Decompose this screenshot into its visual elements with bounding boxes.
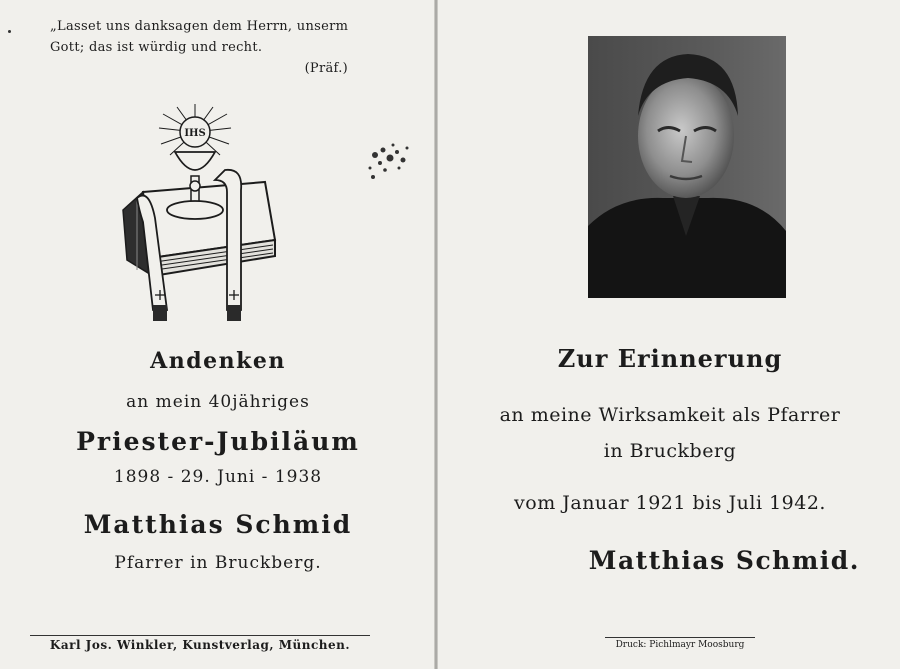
service-period: vom Januar 1921 bis Juli 1942.: [514, 492, 826, 514]
publisher-imprint: Karl Jos. Winkler, Kunstverlag, München.: [49, 638, 351, 652]
quote-line-2: Gott; das ist würdig und recht.: [50, 40, 263, 55]
quote-source: (Präf.): [304, 61, 348, 76]
memorial-line-1: an meine Wirksamkeit als Pfarrer: [499, 404, 841, 426]
subtitle-jubilee-years: an mein 40jähriges: [126, 392, 310, 412]
right-page: [440, 0, 900, 669]
title-andenken: Andenken: [150, 348, 286, 374]
jubilee-heading: Priester-Jubiläum: [76, 427, 360, 456]
signature-name: Matthias Schmid.: [588, 546, 860, 575]
title-zur-erinnerung: Zur Erinnerung: [557, 344, 783, 373]
quote-line-1: „Lasset uns danksagen dem Herrn, unserm: [50, 19, 349, 34]
printer-imprint: Druck: Pichlmayr Moosburg: [615, 640, 745, 650]
host-monogram: IHS: [184, 128, 206, 139]
printer-rule: [605, 637, 755, 638]
left-page: [0, 0, 436, 669]
scripture-quote: [50, 16, 350, 79]
ink-spot-icon: [355, 130, 425, 190]
jubilee-dates: 1898 - 29. Juni - 1938: [113, 467, 323, 487]
memorial-line-2: in Bruckberg: [603, 440, 737, 462]
priest-role: Pfarrer in Bruckberg.: [114, 553, 322, 573]
imprint-rule: [30, 635, 370, 636]
chalice-host-icon: [115, 100, 285, 330]
portrait-photo: [588, 36, 786, 298]
page-fold: [434, 0, 438, 669]
priest-name: Matthias Schmid: [83, 510, 353, 539]
